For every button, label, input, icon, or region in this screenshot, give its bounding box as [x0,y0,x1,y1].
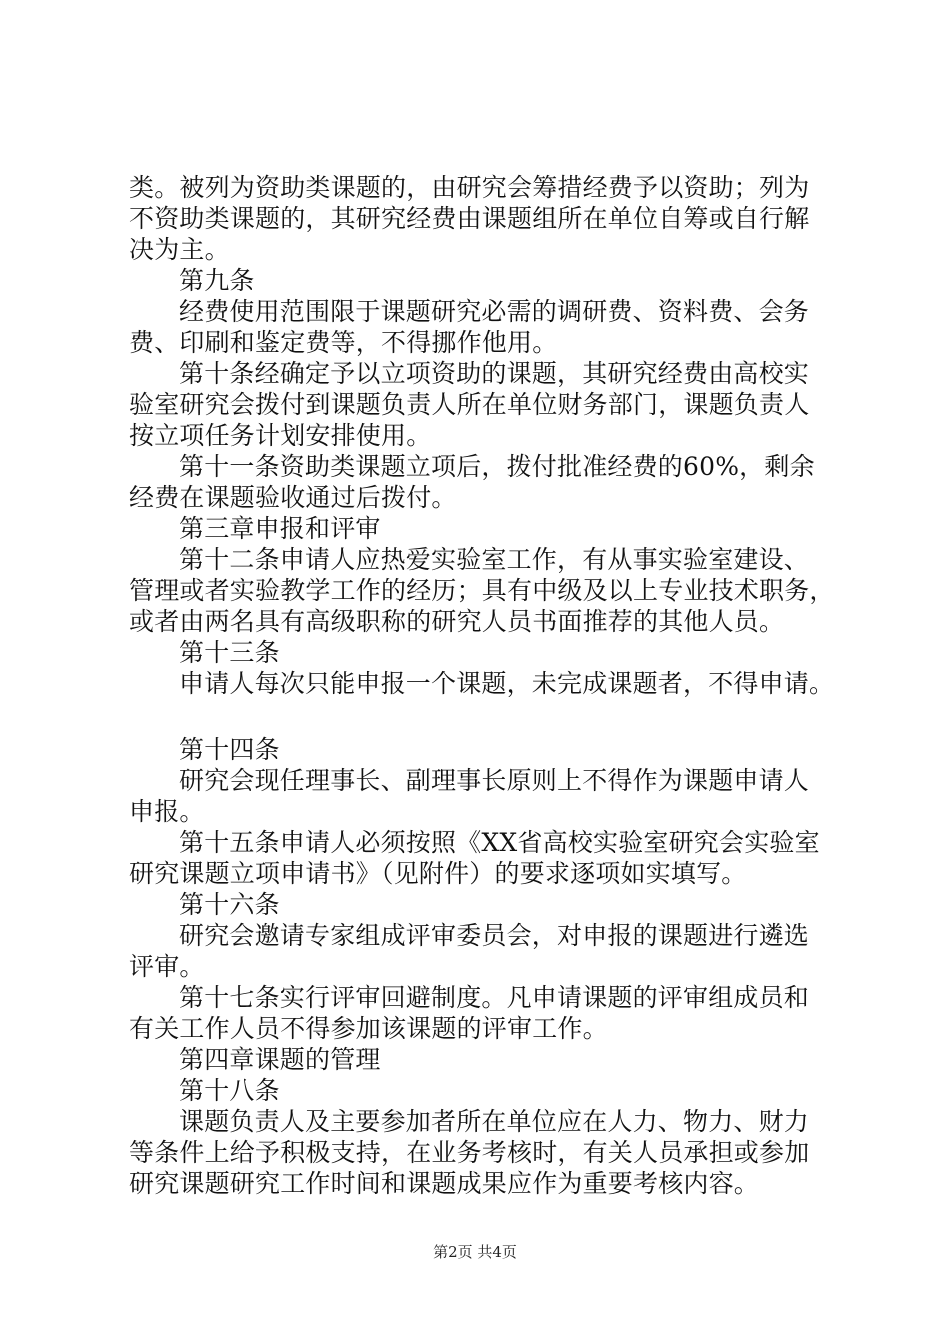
text-line: 研究课题立项申请书》（见附件）的要求逐项如实填写。 [129,859,747,888]
text-line: 或者由两名具有高级职称的研究人员书面推荐的其他人员。 [129,607,785,636]
text-line: 费、印刷和鉴定费等，不得挪作他用。 [129,328,558,357]
text-line: 不资助类课题的，其研究经费由课题组所在单位自筹或自行解 [129,204,810,233]
text-line: 课题负责人及主要参加者所在单位应在人力、物力、财力 [179,1107,810,1136]
text-line: 按立项任务计划安排使用。 [129,421,432,450]
article-heading: 第十四条 [179,735,280,764]
text-line: 研究会现任理事长、副理事长原则上不得作为课题申请人 [179,766,810,795]
document-body [129,172,849,1199]
article-heading: 第十六条 [179,890,280,919]
chapter-heading: 第三章申报和评审 [179,514,381,543]
text-line: 第十条经确定予以立项资助的课题，其研究经费由高校实 [179,359,810,388]
text-line: 决为主。 [129,235,230,264]
article-heading: 第十八条 [179,1076,280,1105]
text-line: 评审。 [129,952,205,981]
page-number-label: 第2页 共4页 [433,1243,517,1261]
text-line: 经费使用范围限于课题研究必需的调研费、资料费、会务 [179,297,810,326]
text-line: 第十五条申请人必须按照《XX省高校实验室研究会实验室 [179,828,820,857]
text-line: 类。被列为资助类课题的，由研究会筹措经费予以资助；列为 [129,173,810,202]
text-line: 第十一条资助类课题立项后，拨付批准经费的60%，剩余 [179,452,815,481]
text-line: 申请人每次只能申报一个课题，未完成课题者，不得申请。 [179,669,835,698]
text-line: 验室研究会拨付到课题负责人所在单位财务部门，课题负责人 [129,390,810,419]
text-line: 研究课题研究工作时间和课题成果应作为重要考核内容。 [129,1169,760,1198]
text-line: 第十二条申请人应热爱实验室工作，有从事实验室建设、 [179,545,810,574]
article-heading: 第十三条 [179,638,280,667]
text-line: 研究会邀请专家组成评审委员会，对申报的课题进行遴选 [179,921,810,950]
text-line: 有关工作人员不得参加该课题的评审工作。 [129,1014,608,1043]
text-line: 申报。 [129,797,205,826]
text-line: 经费在课题验收通过后拨付。 [129,483,457,512]
page-footer [0,1242,950,1262]
text-line: 等条件上给予积极支持，在业务考核时，有关人员承担或参加 [129,1138,810,1167]
text-line: 第十七条实行评审回避制度。凡申请课题的评审组成员和 [179,983,810,1012]
text-line: 管理或者实验教学工作的经历；具有中级及以上专业技术职务， [129,576,835,605]
chapter-heading: 第四章课题的管理 [179,1045,381,1074]
blank-line [129,699,849,734]
article-heading: 第九条 [179,266,255,295]
